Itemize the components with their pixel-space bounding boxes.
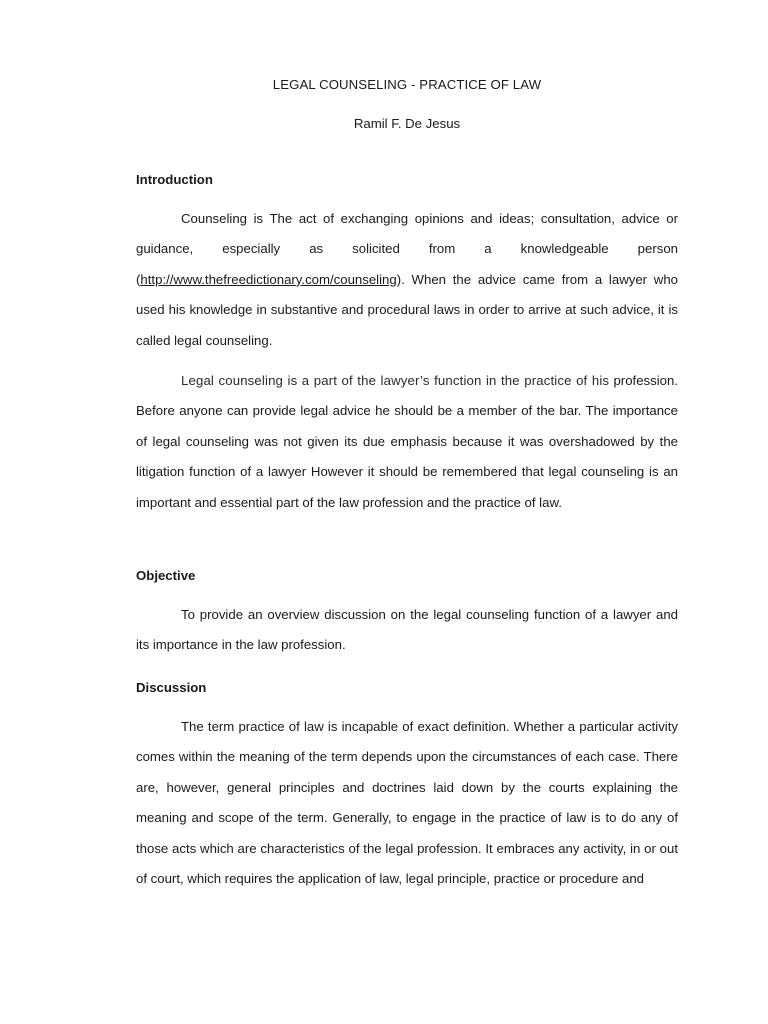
- introduction-p1-text-a: Counseling is The act of exchanging opinions and ideas; consultation, advice or guidance, especially as solicited from a knowledgeable person (: [136, 211, 678, 287]
- discussion-paragraph: The term practice of law is incapable of exact definition. Whether a particular activity comes within the meaning of the term depends upon the circumstances of each case. There are, however, general principles and doctrines laid down by the courts explaining the meaning and scope of the term. Generally, to engage in the practice of law is to do any of those acts which are characteristics of the legal profession. It embraces any activity, in or out of court, which requires the application of law, legal principle, practice or procedure and: [136, 719, 678, 887]
- heading-discussion: Discussion: [136, 680, 207, 695]
- heading-objective: Objective: [136, 568, 196, 583]
- heading-introduction: Introduction: [136, 172, 213, 187]
- objective-paragraph: To provide an overview discussion on the legal counseling function of a lawyer and its importance in the law profession.: [136, 607, 678, 653]
- document-title: LEGAL COUNSELING - PRACTICE OF LAW: [272, 77, 542, 92]
- introduction-paragraph-1: [136, 204, 678, 356]
- introduction-p1-text-b: ). When the advice came from a lawyer who used his knowledge in substantive and procedural laws in order to arrive at such advice, it is called legal counseling.: [136, 271, 678, 348]
- introduction-p2-first-line: Legal counseling is a part of the lawyer’s function in the practice of his: [181, 373, 610, 388]
- introduction-p2-rest: profession. Before anyone can provide legal advice he should be a member of the bar. The importance of legal counseling was not given its due emphasis because it was overshadowed by the litigation function of a lawyer However it should be remembered that legal counseling is an important and essential part of the law profession and the practice of law.: [136, 373, 678, 510]
- source-link[interactable]: http://www.thefreedictionary.com/counseling: [140, 271, 397, 287]
- document-author: Ramil F. De Jesus: [353, 116, 461, 131]
- introduction-paragraph-2: [136, 366, 678, 518]
